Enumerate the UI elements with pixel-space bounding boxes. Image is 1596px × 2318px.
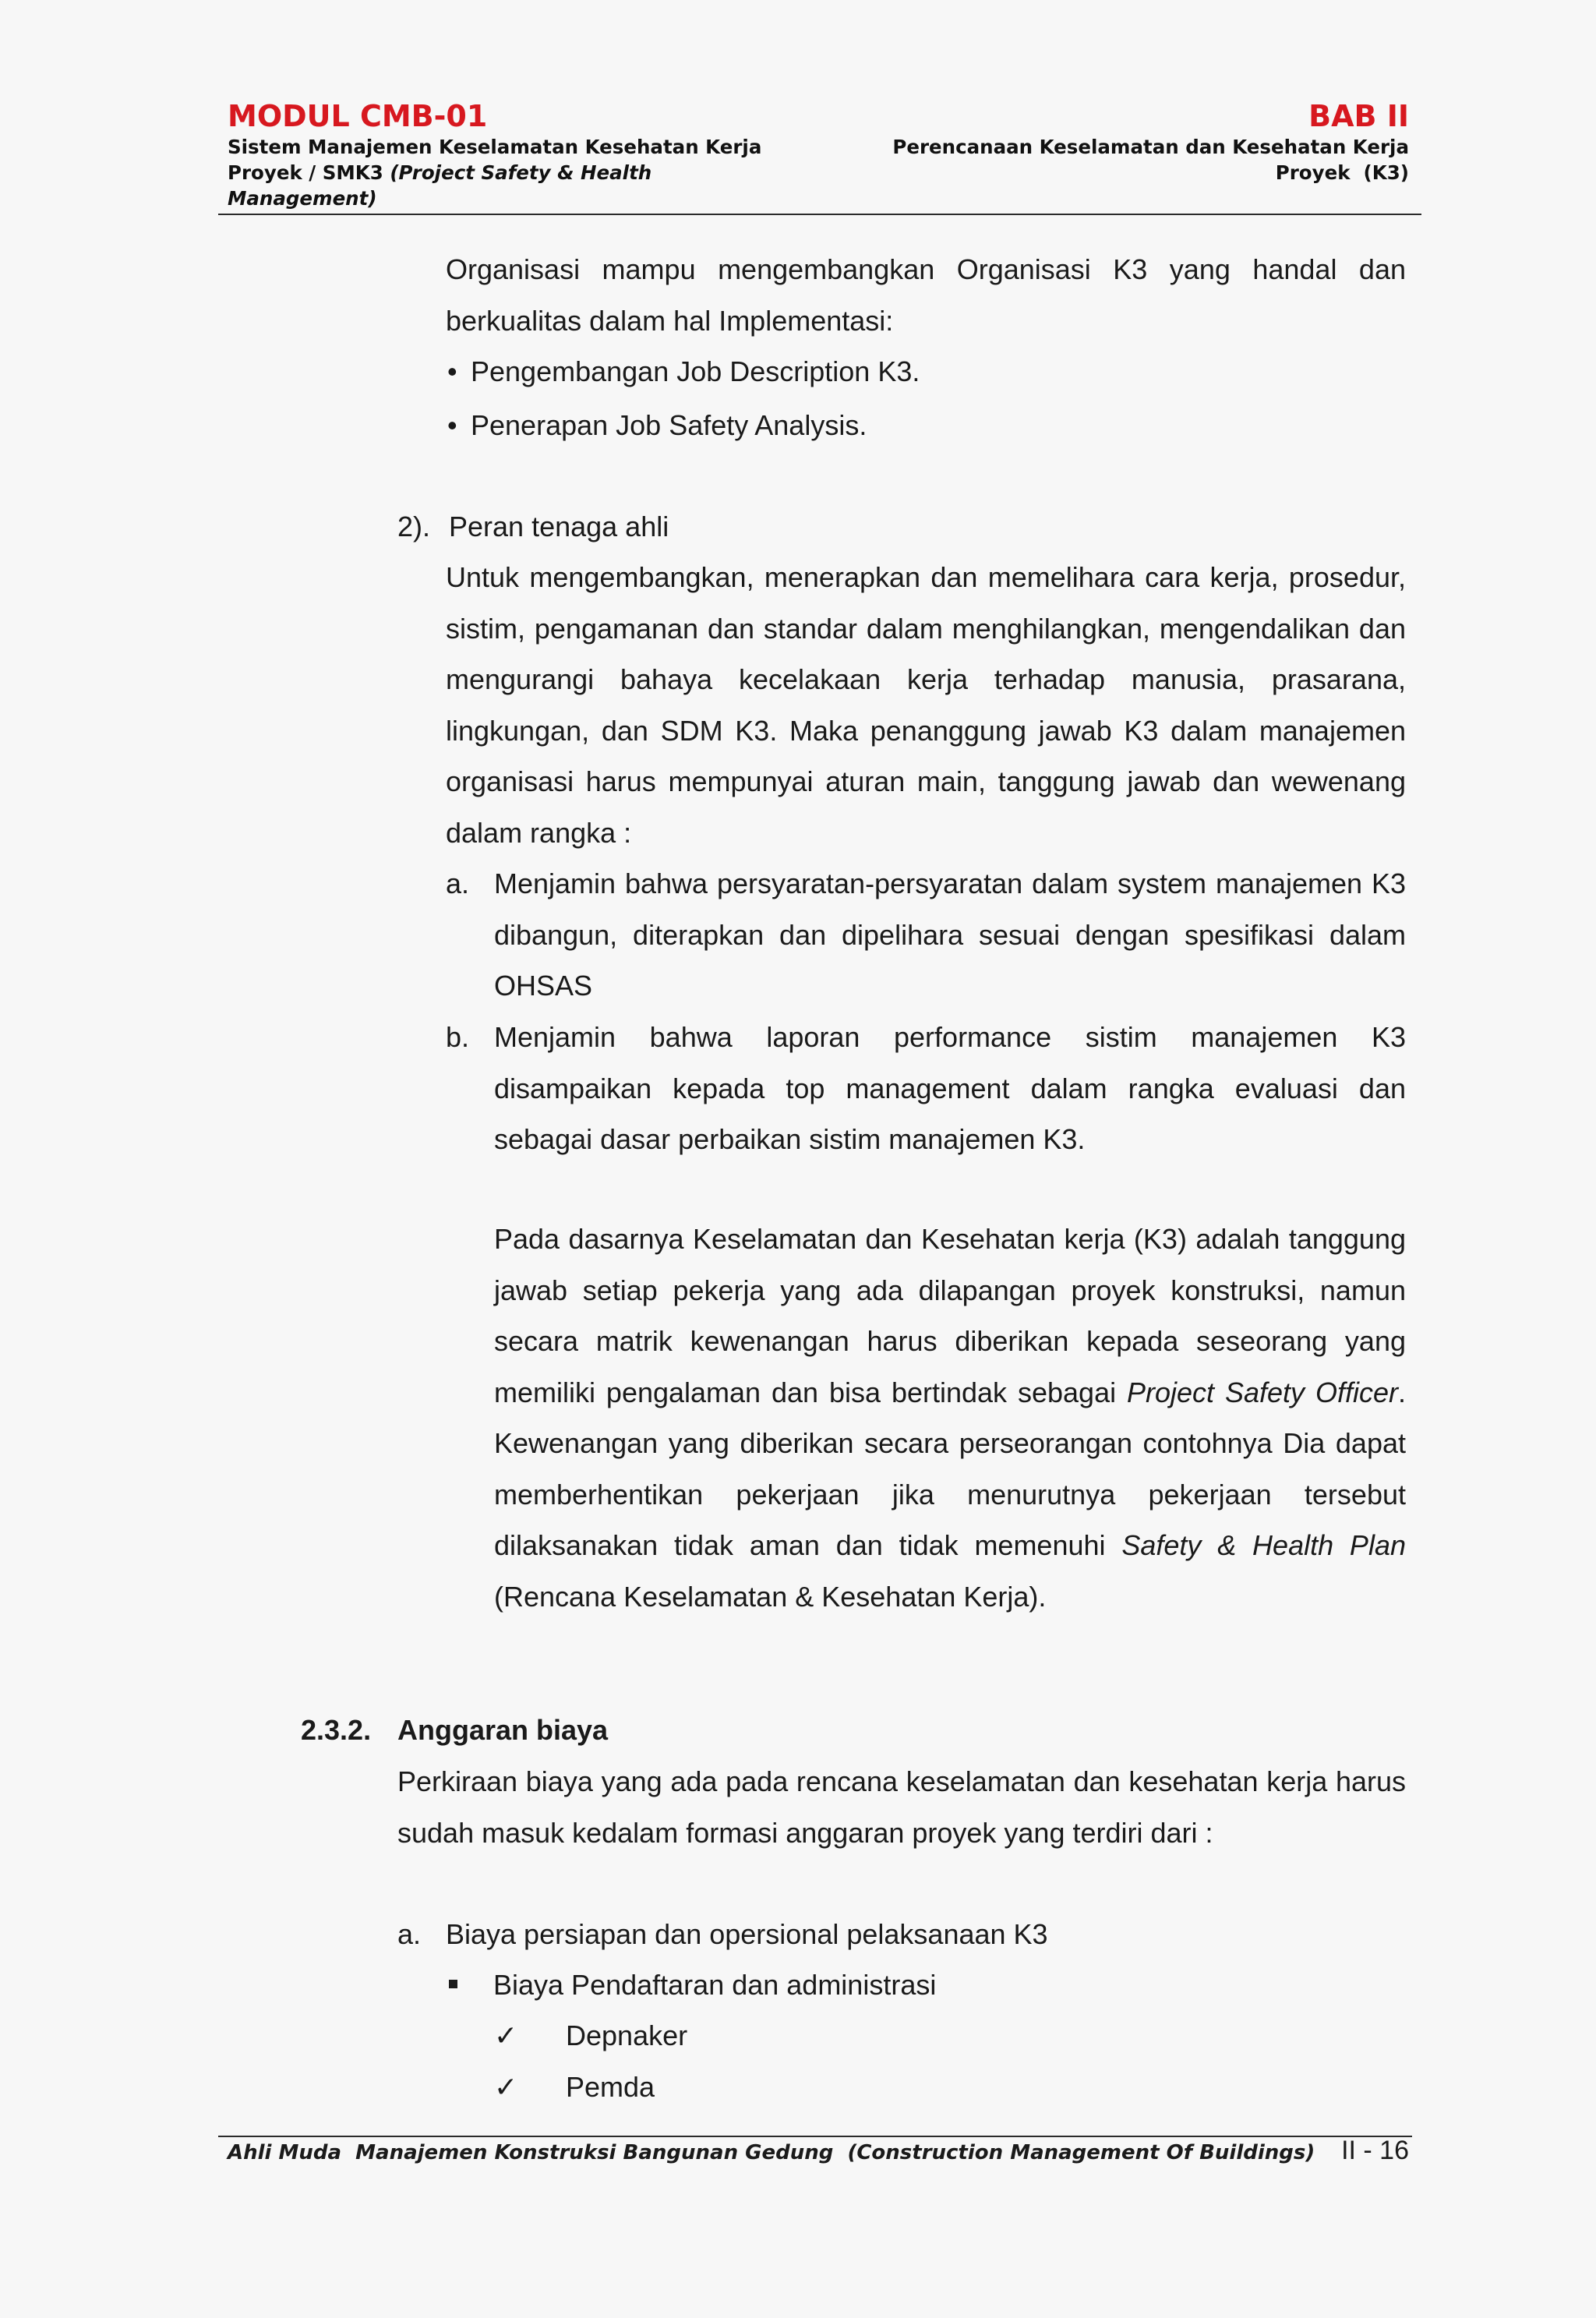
sub-b-text: Menjamin bahwa laporan performance sistim manajemen K3 disampaikan kepada top management dalam rangka evaluasi dan sebagai dasar perbaikan sistim manajemen K3. bbox=[494, 1021, 1406, 1155]
square-bullet-text: Biaya Pendaftaran dan administrasi bbox=[493, 1969, 937, 2001]
closing-paragraph bbox=[494, 1214, 1406, 1622]
item-2-number: 2). bbox=[397, 511, 431, 542]
module-subtitle-line2b: (Project Safety & Health bbox=[390, 161, 652, 184]
page-number: II - 16 bbox=[1341, 2136, 1409, 2165]
closing-text-2: . Kewenangan yang diberikan secara perseorangan contohnya Dia dapat memberhentikan pekerjaan jika menurutnya pekerjaan tersebut dilaksanakan tidak aman dan tidak memenuhi bbox=[494, 1376, 1406, 1561]
closing-italic-2: Safety & Health Plan bbox=[1121, 1529, 1406, 1561]
header-module bbox=[228, 98, 820, 211]
check-text: Depnaker bbox=[566, 2019, 688, 2051]
checkmark-icon: ✓ bbox=[494, 2072, 518, 2104]
header-rule bbox=[218, 214, 1421, 215]
list-a-label: a. bbox=[397, 1918, 422, 1950]
item-2-title: Peran tenaga ahli bbox=[449, 511, 669, 542]
list-a-text: Biaya persiapan dan opersional pelaksanaan K3 bbox=[446, 1918, 1048, 1950]
footer-rule bbox=[218, 2136, 1412, 2137]
section-paragraph: Perkiraan biaya yang ada pada rencana keselamatan dan kesehatan kerja harus sudah masuk kedalam formasi anggaran proyek yang terdiri dari : bbox=[397, 1765, 1406, 1849]
bullet-dot-icon: • bbox=[447, 409, 457, 441]
bullet-item bbox=[447, 346, 920, 398]
module-subtitle-line2 bbox=[228, 160, 820, 186]
bullet-dot-icon: • bbox=[447, 355, 457, 387]
sub-a-text: Menjamin bahwa persyaratan-persyaratan dalam system manajemen K3 dibangun, diterapkan dan dipelihara sesuai dengan spesifikasi dalam OHSAS bbox=[494, 867, 1406, 1002]
closing-text-3: (Rencana Keselamatan & Kesehatan Kerja). bbox=[494, 1580, 1047, 1613]
checkmark-icon: ✓ bbox=[494, 2020, 518, 2052]
check-item bbox=[494, 2062, 655, 2114]
header-chapter bbox=[817, 98, 1409, 186]
sub-b-label: b. bbox=[446, 1021, 470, 1053]
chapter-title: BAB II bbox=[1308, 99, 1409, 133]
section-title: Anggaran biaya bbox=[397, 1714, 609, 1746]
closing-italic-1: Project Safety Officer bbox=[1127, 1376, 1398, 1408]
chapter-subtitle-line2: Proyek (K3) bbox=[1275, 161, 1409, 184]
bullet-text: Pengembangan Job Description K3. bbox=[471, 355, 920, 387]
module-subtitle-line2a: Proyek / SMK3 bbox=[228, 161, 390, 184]
module-subtitle-line3 bbox=[228, 186, 820, 211]
bullet-text: Penerapan Job Safety Analysis. bbox=[471, 409, 867, 441]
bullet-item bbox=[447, 400, 867, 451]
module-title: MODUL CMB-01 bbox=[228, 99, 488, 133]
module-subtitle-line1: Sistem Manajemen Keselamatan Kesehatan Kerja bbox=[228, 136, 762, 158]
closing-text-1: Pada dasarnya Keselamatan dan Kesehatan kerja (K3) adalah tanggung jawab setiap pekerja yang ada dilapangan proyek konstruksi, namun secara matrik kewenangan harus diberikan kepada seseorang yang memiliki pengalaman dan bisa bertindak sebagai bbox=[494, 1223, 1406, 1408]
section-number: 2.3.2. bbox=[301, 1714, 372, 1746]
sub-a-label: a. bbox=[446, 867, 470, 899]
chapter-subtitle-line1: Perencanaan Keselamatan dan Kesehatan Kerja bbox=[892, 136, 1409, 158]
footer-text: Ahli Muda Manajemen Konstruksi Bangunan Gedung (Construction Management Of Buildings) bbox=[228, 2141, 1315, 2164]
module-subtitle-line3-text: Management) bbox=[228, 187, 377, 210]
square-bullet-item bbox=[449, 1959, 936, 2011]
check-item bbox=[494, 2010, 687, 2062]
check-text: Pemda bbox=[566, 2071, 655, 2103]
item-2-paragraph: Untuk mengembangkan, menerapkan dan memelihara cara kerja, prosedur, sistim, pengamanan dan standar dalam menghilangkan, mengendalikan dan mengurangi bahaya kecelakaan kerja terhadap manusia, prasarana, lingkungan, dan SDM K3. Maka penanggung jawab K3 dalam manajemen organisasi harus mempunyai aturan main, tanggung jawab dan wewenang dalam rangka : bbox=[446, 561, 1406, 849]
square-bullet-icon bbox=[449, 1980, 457, 1988]
intro-paragraph: Organisasi mampu mengembangkan Organisasi K3 yang handal dan berkualitas dalam hal Implementasi: bbox=[446, 253, 1406, 337]
